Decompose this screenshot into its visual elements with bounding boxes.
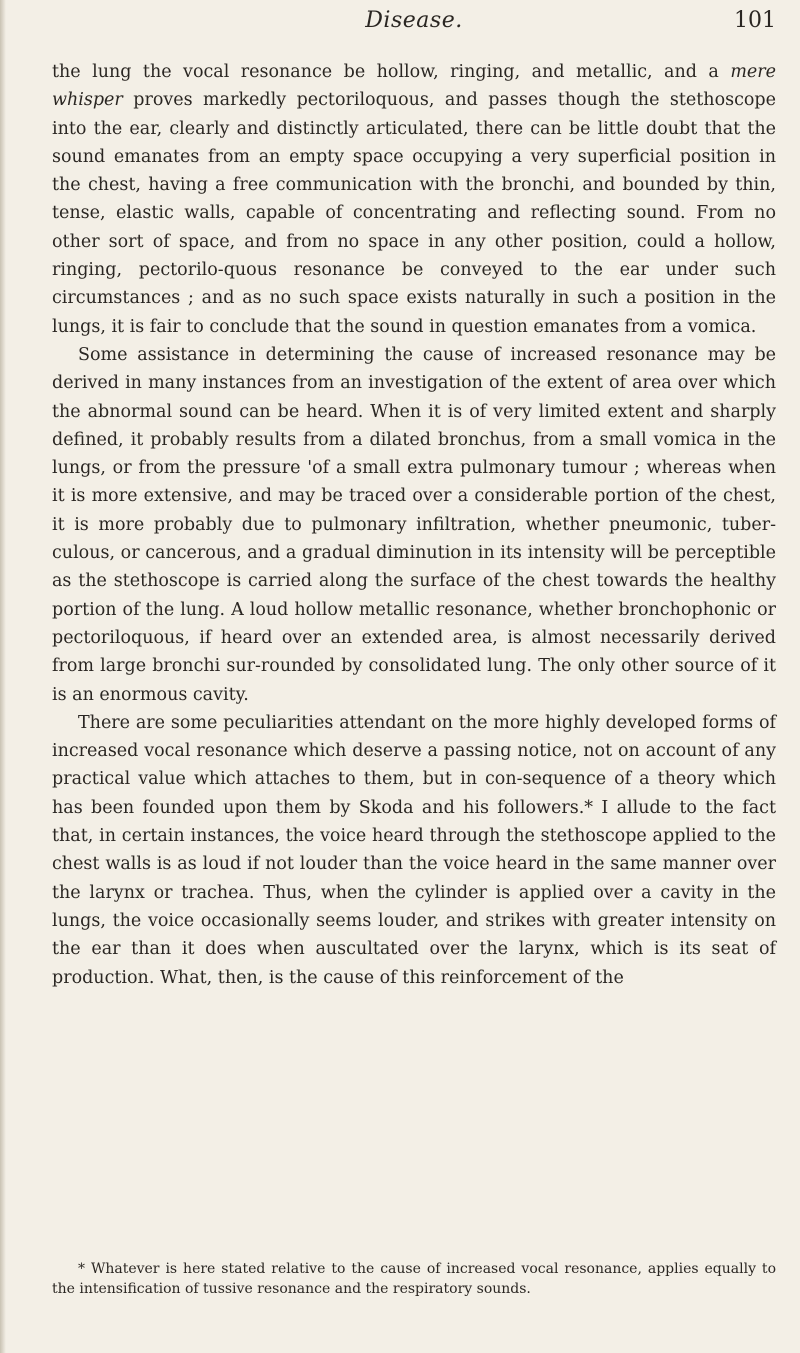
running-title: Disease. xyxy=(365,8,463,33)
paragraph: There are some peculiarities attendant on the more highly developed forms of increased vocal resonance which deserve a passing notice, not on account of any practical value which attaches to them, but in con-sequence of a theory which has been founded upon them by Skoda and his followers.* I allude to the fact that, in certain instances, the voice heard through the stethoscope applied to the chest walls is as loud if not louder than the voice heard in the same manner over the larynx or trachea. Thus, when the cylinder is applied over a cavity in the lungs, the voice occasionally seems louder, and strikes with greater intensity on the ear than it does when auscultated over the larynx, which is its seat of production. What, then, is the cause of this reinforcement of the xyxy=(52,712,776,988)
running-head xyxy=(52,8,776,44)
emphasized-phrase: mere whisper xyxy=(52,62,776,111)
body-text xyxy=(52,58,776,992)
paragraph-text: the lung the vocal resonance be hollow, ringing, and metallic, and a xyxy=(52,62,731,82)
page-number: 101 xyxy=(734,8,776,33)
paragraph-text: proves markedly pectoriloquous, and passes though the stethoscope into the ear, clearly and distinctly articulated, there can be little doubt that the sound emanates from an empty space occupying a very superficial position in the chest, having a free communication with the bronchi, and bounded by thin, tense, elastic walls, capable of concentrating and reflecting sound. From no other sort of space, and from no space in any other position, could a hollow, ringing, pectorilo-quous resonance be conveyed to the ear under such circumstances ; and as no such space exists naturally in such a position in the lungs, it is fair to conclude that the sound in question emanates from a vomica. xyxy=(52,90,776,337)
paragraph: Some assistance in determining the cause of increased resonance may be derived in many instances from an investigation of the extent of area over which the abnormal sound can be heard. When it is of very limited extent and sharply defined, it probably results from a dilated bronchus, from a small vomica in the lungs, or from the pressure 'of a small extra pulmonary tumour ; whereas when it is more extensive, and may be traced over a considerable portion of the chest, it is more probably due to pulmonary infiltration, whether pneumonic, tuber-culous, or cancerous, and a gradual diminution in its intensity will be perceptible as the stethoscope is carried along the surface of the chest towards the healthy portion of the lung. A loud hollow metallic resonance, whether bronchophonic or pectoriloquous, if heard over an extended area, is almost necessarily derived from large bronchi sur-rounded by consolidated lung. The only other source of it is an enormous cavity. xyxy=(52,344,776,705)
footnote: * Whatever is here stated relative to the cause of increased vocal resonance, applies equally to the intensification of tussive resonance and the respiratory sounds. xyxy=(52,1261,776,1297)
binding-edge xyxy=(0,0,6,1353)
paragraph-continued xyxy=(52,58,776,341)
